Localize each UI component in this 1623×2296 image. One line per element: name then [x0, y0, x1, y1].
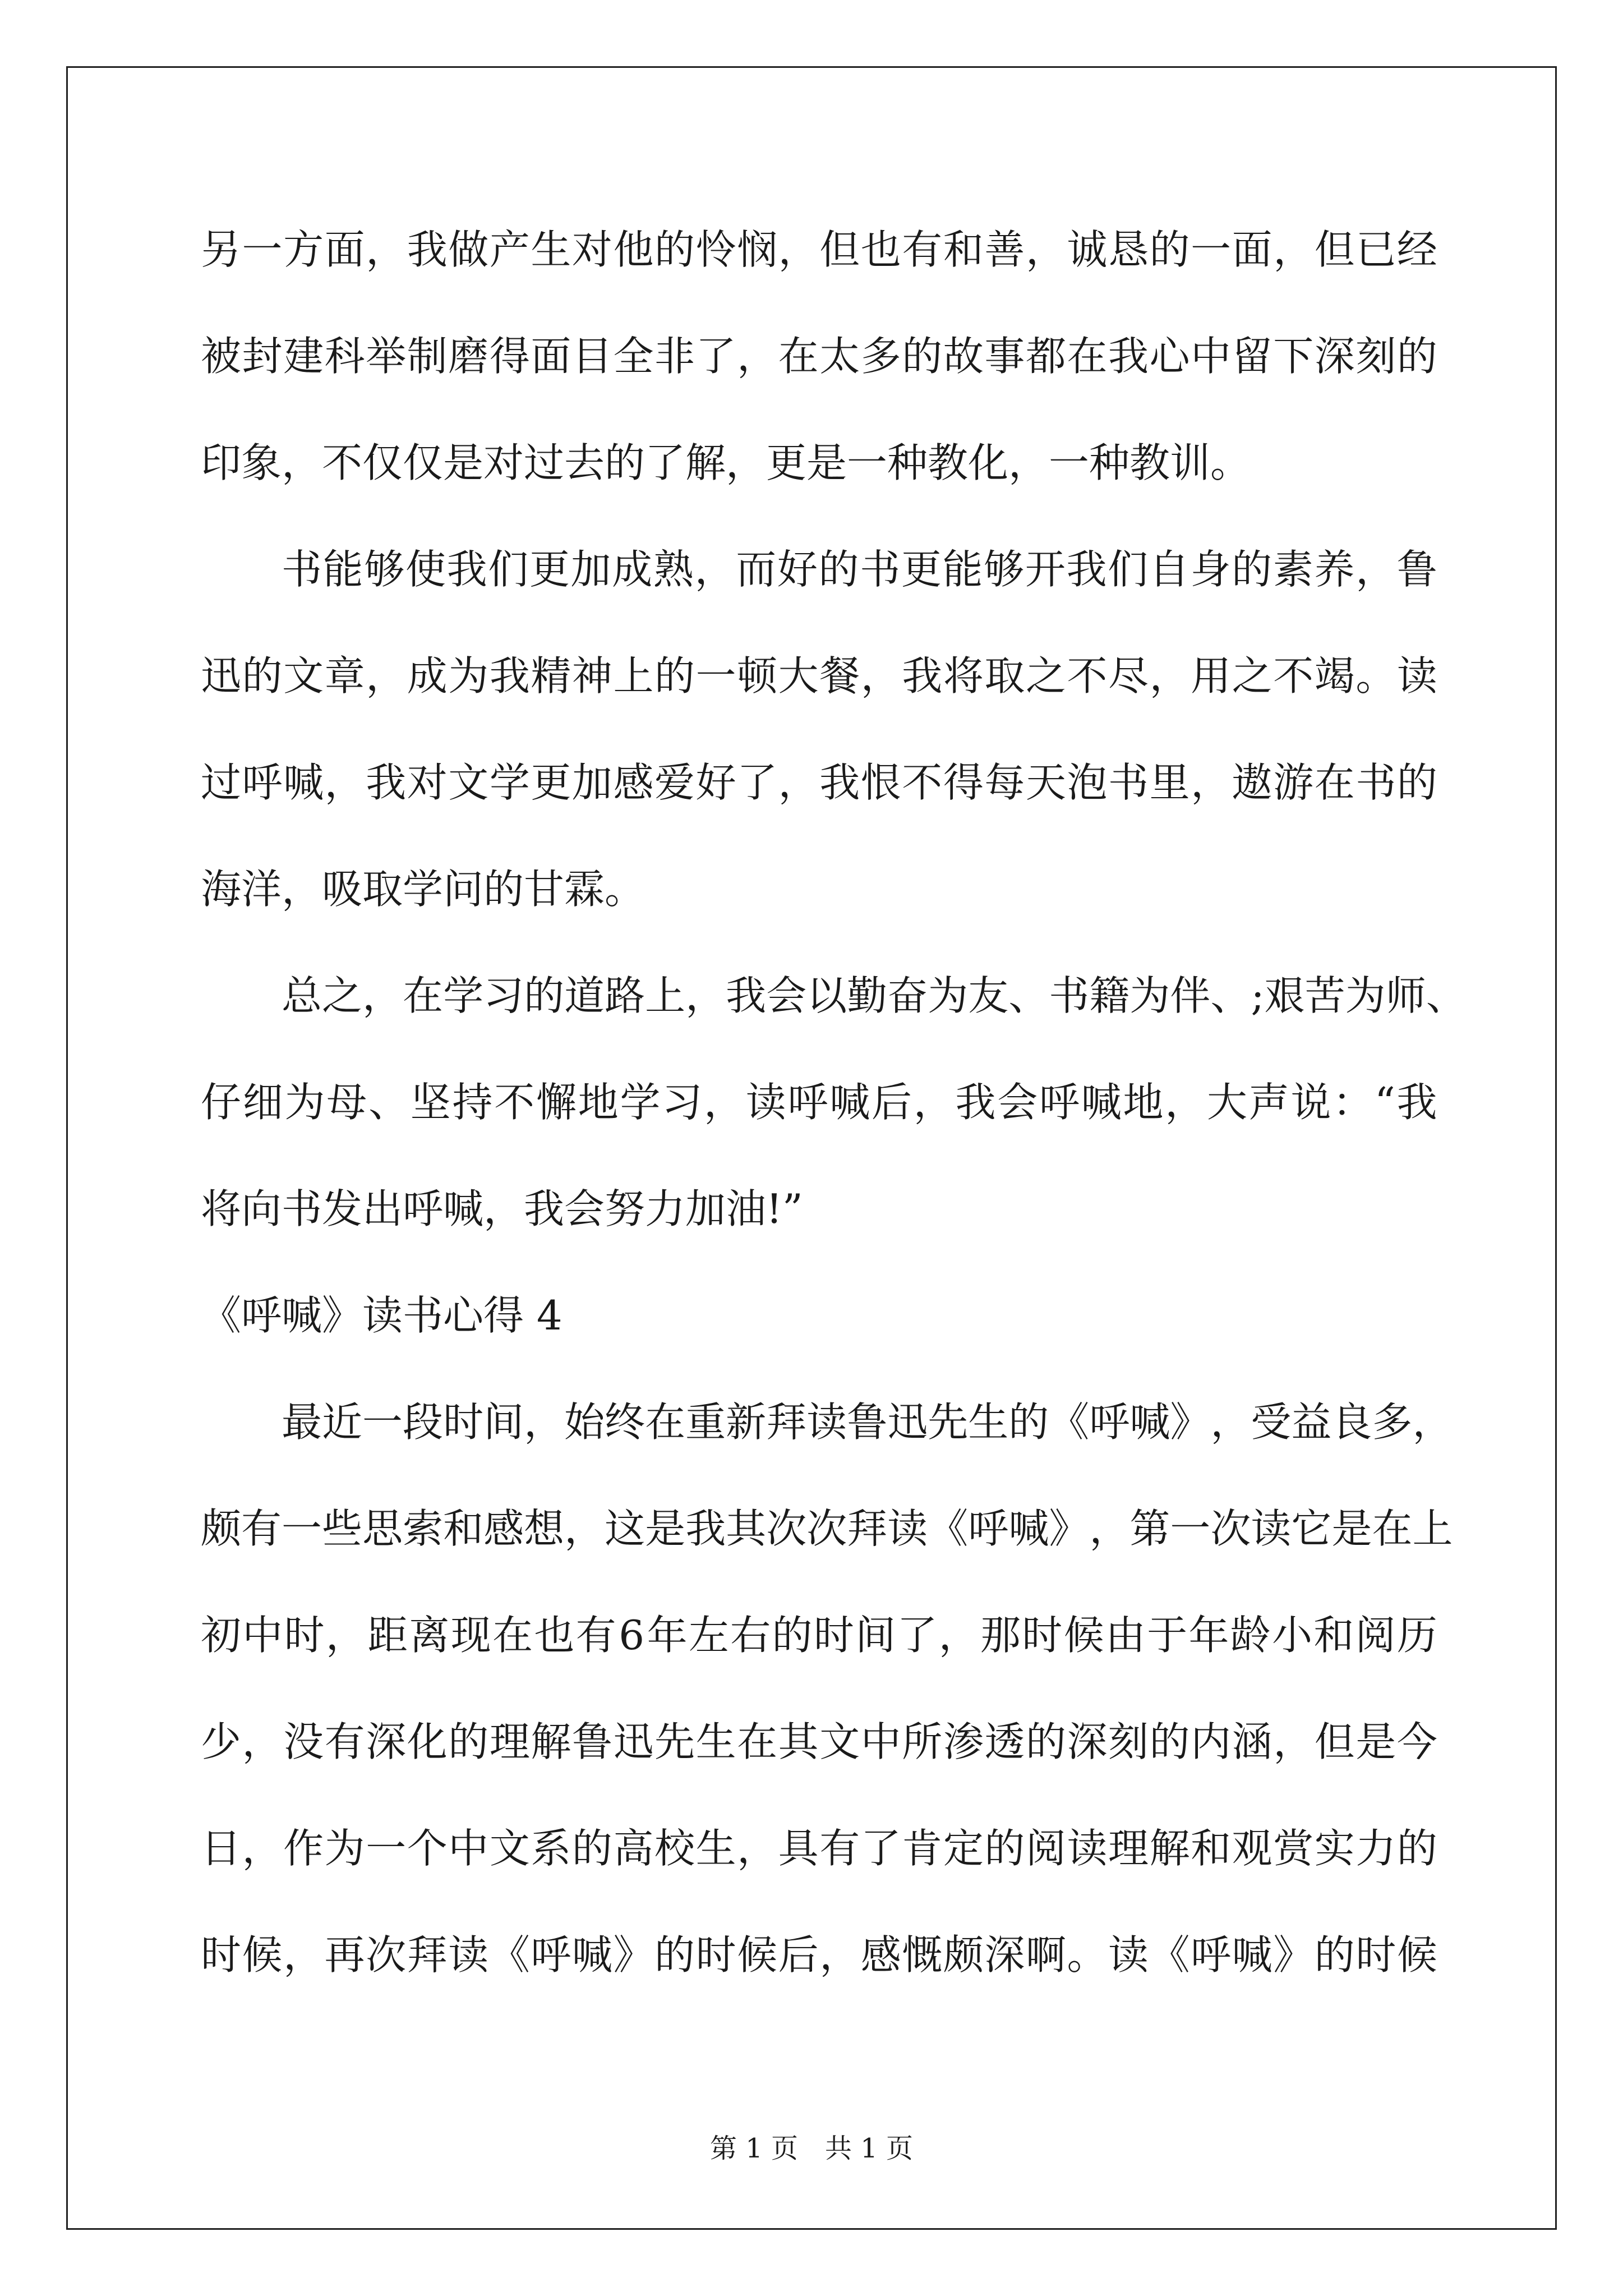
- section-heading: 《呼喊》读书心得 4: [201, 1292, 562, 1339]
- paragraph-line: 初 中 时 ， 距 离 现 在 也 有 6 年 左 右 的 时 间 了 ， 那 时 候 由 于 年 龄 小 和 阅 历: [201, 1612, 1437, 1659]
- paragraph-line: 被 封 建 科 举 制 磨 得 面 目 全 非 了 ， 在 太 多 的 故 事 都 在 我 心 中 留 下 深 刻 的: [201, 333, 1437, 380]
- paragraph-line: 印象，不仅仅是对过去的了解，更是一种教化，一种教训。: [201, 439, 1251, 486]
- paragraph-line: 迅 的 文 章 ， 成 为 我 精 神 上 的 一 顿 大 餐 ， 我 将 取 之 不 尽 ， 用 之 不 竭 。 读: [201, 652, 1437, 700]
- paragraph-line: 颇 有 一 些 思 索 和 感 想 ， 这 是 我 其 次 次 拜 读 《 呼 喊 》 ， 第 一 次 读 它 是 在 上: [201, 1505, 1453, 1552]
- paragraph-line: 时 候 ， 再 次 拜 读 《 呼 喊 》 的 时 候 后 ， 感 慨 颇 深 啊 。 读 《 呼 喊 》 的 时 候: [201, 1931, 1437, 1978]
- paragraph-line: 仔 细 为 母 、 坚 持 不 懈 地 学 习 ， 读 呼 喊 后 ， 我 会 呼 喊 地 ， 大 声 说 ： “ 我: [201, 1079, 1437, 1126]
- paragraph-line: 书 能 够 使 我 们 更 加 成 熟 ， 而 好 的 书 更 能 够 开 我 们 自 身 的 素 养 ， 鲁: [282, 546, 1437, 593]
- paragraph-line: 将向书发出呼喊，我会努力加油!”: [201, 1185, 803, 1232]
- page-border: [66, 66, 1557, 2230]
- paragraph-line: 日 ， 作 为 一 个 中 文 系 的 高 校 生 ， 具 有 了 肯 定 的 阅 读 理 解 和 观 赏 实 力 的: [201, 1825, 1437, 1872]
- page-footer: 第 1 页 共 1 页: [709, 2133, 914, 2164]
- paragraph-line: 总 之 ， 在 学 习 的 道 路 上 ， 我 会 以 勤 奋 为 友 、 书 籍 为 伴 、 ; 艰 苦 为 师 、: [282, 972, 1467, 1019]
- paragraph-line: 海洋，吸取学问的甘霖。: [201, 866, 645, 913]
- paragraph-line: 过 呼 喊 ， 我 对 文 学 更 加 感 爱 好 了 ， 我 恨 不 得 每 天 泡 书 里 ， 遨 游 在 书 的: [201, 759, 1437, 806]
- paragraph-line: 最 近 一 段 时 间 ， 始 终 在 重 新 拜 读 鲁 迅 先 生 的 《 呼 喊 》 ， 受 益 良 多 ，: [282, 1398, 1453, 1446]
- paragraph-line: 另 一 方 面 ， 我 做 产 生 对 他 的 怜 悯 ， 但 也 有 和 善 ， 诚 恳 的 一 面 ， 但 已 经: [201, 226, 1437, 273]
- paragraph-line: 少 ， 没 有 深 化 的 理 解 鲁 迅 先 生 在 其 文 中 所 渗 透 的 深 刻 的 内 涵 ， 但 是 今: [201, 1718, 1437, 1765]
